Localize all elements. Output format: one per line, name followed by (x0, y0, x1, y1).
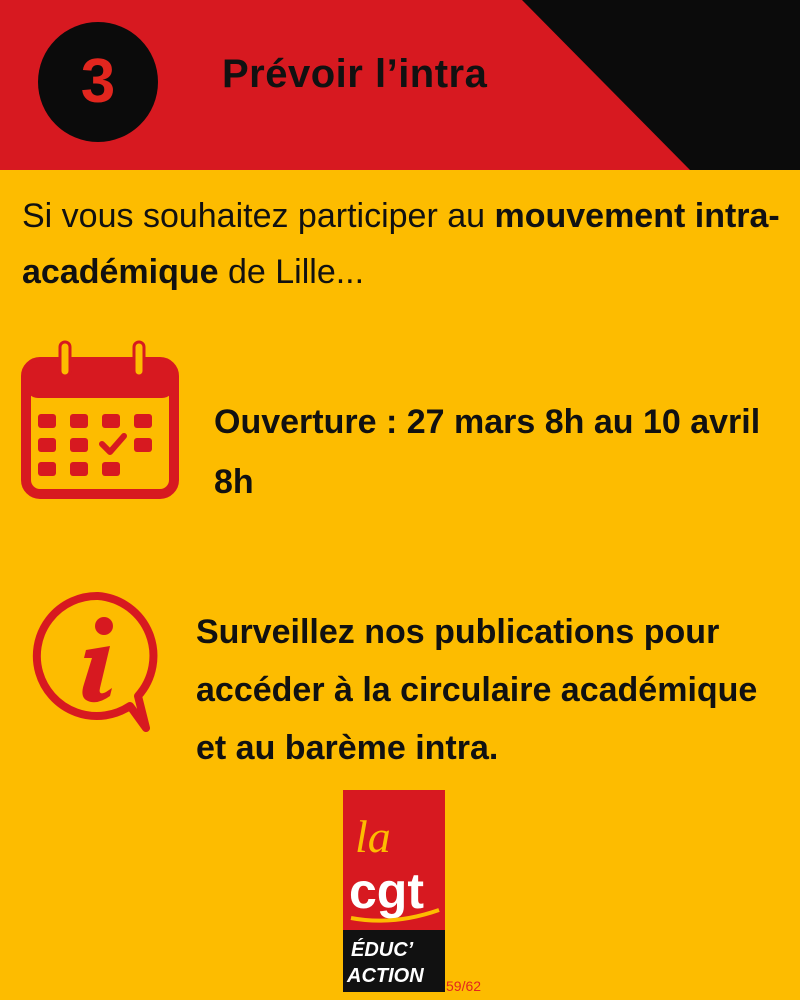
step-number-badge: 3 (38, 22, 158, 142)
header-banner (0, 0, 800, 170)
opening-dates: Ouverture : 27 mars 8h au 10 avril 8h (214, 403, 761, 501)
calendar-icon (20, 340, 180, 507)
svg-text:la: la (355, 811, 391, 862)
info-message: Surveillez nos publications pour accéder à la circulaire académique et au barème intra. (196, 613, 758, 767)
svg-text:ÉDUC’: ÉDUC’ (351, 939, 414, 961)
intro-text: Si vous souhaitez participer au mouvement intra-académique de Lille... (22, 197, 780, 291)
page-number: 59/62 (446, 978, 482, 994)
page-title: Prévoir l’intra (222, 52, 488, 96)
intro-bold: mouvement intra-académique (22, 197, 780, 291)
svg-text:cgt: cgt (349, 863, 424, 919)
info-icon (28, 588, 168, 743)
svg-text:ACTION: ACTION (347, 965, 424, 987)
cgt-educ-action-logo (343, 790, 448, 1000)
